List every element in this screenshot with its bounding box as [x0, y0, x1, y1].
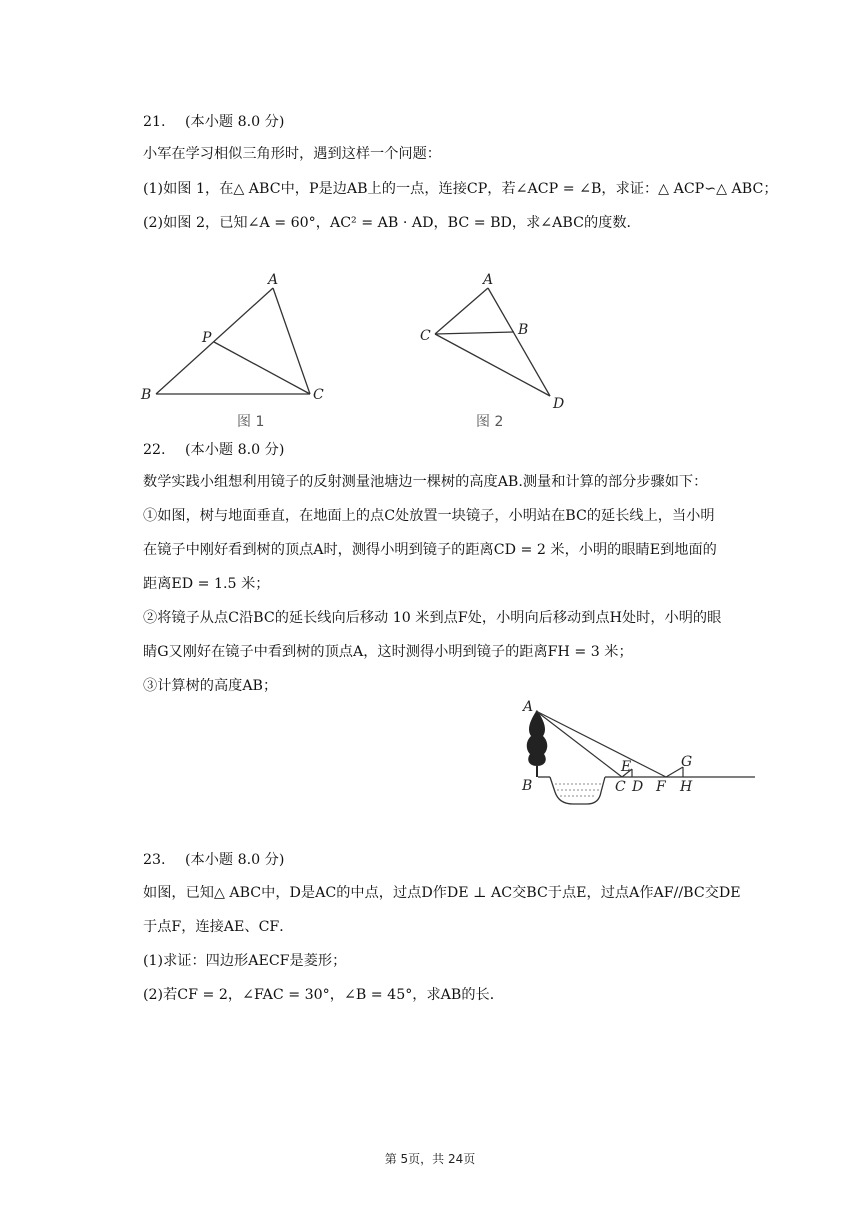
question-21-line-2: (1)如图 1，在△ ABC中，P是边AB上的一点，连接CP，若∠ACP = ∠B，求证：△ ACP∽△ ABC； — [143, 181, 778, 197]
mirror-figure — [515, 696, 760, 808]
figure-1 — [130, 268, 340, 433]
label-c: C — [420, 328, 431, 344]
figure-2 — [410, 268, 580, 433]
pond-outline — [550, 777, 605, 804]
label-b: B — [522, 778, 533, 794]
question-22-line-7: ③计算树的高度AB； — [143, 678, 278, 694]
question-22-header — [143, 440, 284, 460]
question-23-line-1: 如图，已知△ ABC中，D是AC的中点，过点D作DE ⊥ AC交BC于点E，过点A作AF//BC交DE — [143, 885, 741, 901]
label-h: H — [680, 779, 693, 795]
label-c: C — [615, 779, 626, 795]
segment-cb — [435, 332, 514, 334]
question-number: 22. — [143, 442, 166, 458]
question-23-line-2: 于点F，连接AE、CF． — [143, 919, 294, 935]
label-a: A — [523, 699, 534, 715]
line-af — [536, 711, 666, 777]
label-d: D — [632, 779, 644, 795]
segment-ac — [273, 288, 310, 394]
label-f: F — [656, 779, 666, 795]
question-21-header — [143, 112, 284, 132]
label-a: A — [483, 272, 494, 288]
question-21-line-1: 小军在学习相似三角形时，遇到这样一个问题： — [143, 146, 441, 162]
question-number: 21. — [143, 114, 166, 130]
segment-pc — [214, 342, 310, 394]
line-ac — [536, 711, 622, 777]
question-23-line-3: (1)求证：四边形AECF是菱形； — [143, 953, 347, 969]
question-23-header — [143, 850, 284, 870]
label-b: B — [518, 322, 529, 338]
question-22-line-2: ①如图，树与地面垂直，在地面上的点C处放置一块镜子，小明站在BC的延长线上，当小明 — [143, 508, 715, 524]
segment-ac — [435, 288, 488, 334]
label-a: A — [268, 272, 279, 288]
label-e: E — [621, 759, 632, 775]
question-number: 23. — [143, 852, 166, 868]
tree-icon — [527, 710, 548, 777]
segment-ba — [156, 288, 273, 394]
question-22-line-3: 在镜子中刚好看到树的顶点A时，测得小明到镜子的距离CD = 2 米，小明的眼睛E到地面的 — [143, 542, 717, 558]
figure-2-caption: 图 2 — [476, 414, 504, 430]
figure-1-caption: 图 1 — [237, 414, 265, 430]
question-points: (本小题 8.0 分) — [185, 114, 285, 130]
label-g: G — [681, 754, 693, 770]
page-footer: 第 5页，共 24页 — [384, 1152, 476, 1166]
question-22-line-6: 睛G又刚好在镜子中看到树的顶点A，这时测得小明到镜子的距离FH = 3 米； — [143, 644, 633, 660]
label-p: P — [202, 330, 212, 346]
question-21-line-3: (2)如图 2，已知∠A = 60°，AC² = AB · AD，BC = BD，求∠ABC的度数． — [143, 215, 641, 231]
question-22-line-1: 数学实践小组想利用镜子的反射测量池塘边一棵树的高度AB.测量和计算的部分步骤如下： — [143, 474, 708, 490]
question-points: (本小题 8.0 分) — [185, 852, 285, 868]
label-c: C — [313, 387, 324, 403]
label-b: B — [141, 387, 152, 403]
question-22-line-5: ②将镜子从点C沿BC的延长线向后移动 10 米到点F处，小明向后移动到点H处时，小明的眼 — [143, 610, 722, 626]
question-23-line-4: (2)若CF = 2，∠FAC = 30°，∠B = 45°，求AB的长． — [143, 987, 504, 1003]
question-22-line-4: 距离ED = 1.5 米； — [143, 576, 270, 592]
question-points: (本小题 8.0 分) — [185, 442, 285, 458]
label-d: D — [553, 396, 565, 412]
